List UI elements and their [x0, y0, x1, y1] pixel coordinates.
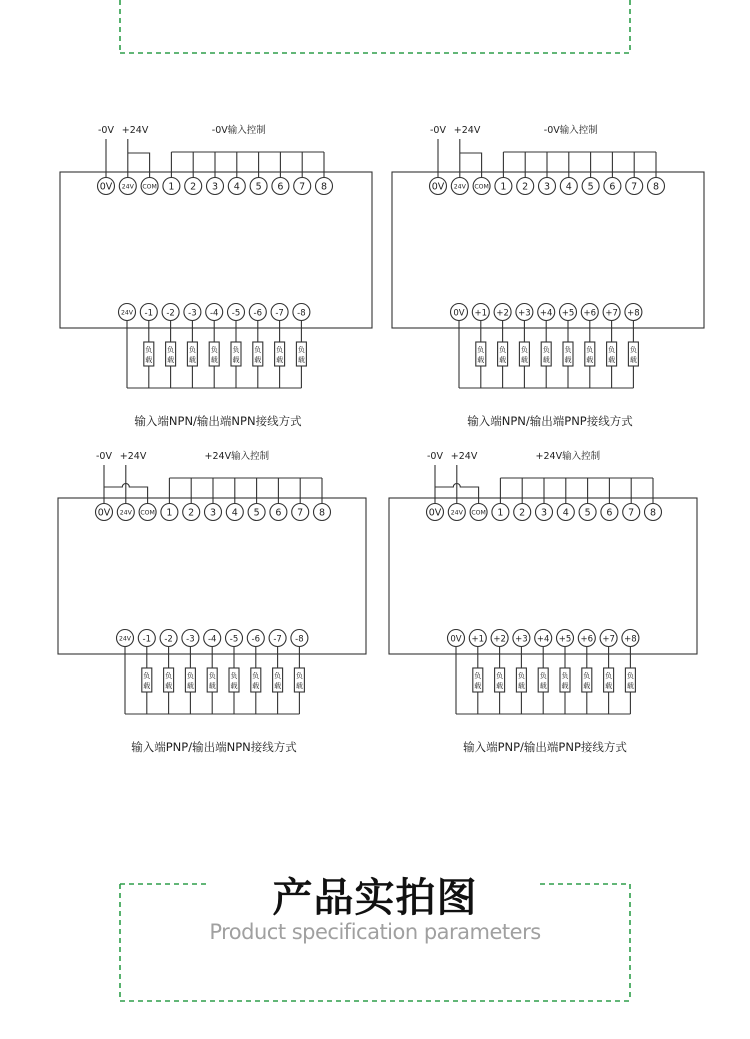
top-terminal-label: 0V	[431, 181, 445, 193]
diagram-caption: 输入端PNP/输出端NPN接线方式	[131, 740, 297, 754]
load-label: 载	[542, 356, 550, 364]
bottom-terminal-label: -5	[229, 634, 239, 645]
top-terminal-label: 5	[587, 181, 594, 193]
bottom-terminal-label: 24V	[118, 635, 132, 643]
top-terminal-label: 3	[209, 507, 217, 519]
load-label: 载	[167, 356, 175, 364]
bottom-terminal-label: -6	[253, 308, 263, 319]
load-label: 负	[605, 672, 613, 680]
top-terminal-label: 4	[233, 181, 240, 193]
top-terminal-label: 6	[275, 507, 282, 519]
load-label: 负	[626, 672, 634, 680]
top-terminal-label: 5	[255, 181, 262, 193]
wiring-diagram-1	[60, 124, 372, 428]
label-0v: -0V	[96, 451, 112, 462]
top-terminal-label: 7	[628, 507, 635, 519]
label-24v: +24V	[450, 451, 478, 462]
bottom-terminal-label: 0V	[450, 634, 462, 645]
bottom-terminal-label: -3	[186, 634, 195, 645]
top-terminal-label: COM	[140, 509, 155, 517]
top-terminal-label: 7	[297, 507, 304, 519]
load-label: 负	[539, 672, 547, 680]
load-label: 载	[145, 356, 153, 364]
bottom-terminal-label: -7	[273, 634, 282, 645]
top-terminal-label: 1	[168, 181, 175, 193]
diagram-caption: 输入端NPN/输出端PNP接线方式	[467, 414, 633, 428]
wiring-diagram-4	[389, 450, 697, 754]
top-terminal-label: 2	[188, 507, 195, 519]
bottom-terminal-label: +4	[539, 308, 553, 319]
bottom-terminal-label: +7	[602, 634, 615, 645]
load-label: 负	[499, 346, 507, 354]
load-label: 负	[474, 672, 482, 680]
load-label: 负	[230, 672, 238, 680]
top-terminal-label: 24V	[453, 183, 466, 191]
bottom-terminal-label: -2	[166, 308, 175, 319]
top-terminal-label: 8	[649, 507, 657, 519]
load-label: 负	[167, 346, 175, 354]
load-label: 载	[188, 356, 196, 364]
load-label: 负	[186, 672, 194, 680]
section-title: 产品实拍图	[272, 875, 478, 921]
label-24v: +24V	[453, 125, 481, 136]
wire-com-bridge	[460, 153, 482, 178]
top-terminal-label: 4	[231, 507, 238, 519]
bottom-terminal-label: +3	[515, 634, 528, 645]
load-label: 载	[499, 356, 507, 364]
bottom-terminal-label: +5	[558, 634, 572, 645]
load-label: 负	[188, 346, 196, 354]
load-label: 载	[276, 356, 284, 364]
load-label: 负	[252, 672, 260, 680]
bottom-terminal-label: +6	[580, 634, 594, 645]
label-input-control: -0V输入控制	[211, 125, 266, 136]
load-label: 载	[539, 682, 547, 690]
load-label: 载	[210, 356, 218, 364]
bottom-terminal-label: +2	[496, 308, 509, 319]
top-terminal-label: 6	[277, 181, 284, 193]
top-terminal-label: 0V	[99, 181, 113, 193]
load-label: 负	[143, 672, 151, 680]
bottom-terminal-label: +5	[561, 308, 575, 319]
wiring-diagram-2	[392, 124, 704, 428]
load-label: 载	[230, 682, 238, 690]
bottom-terminal-label: -1	[142, 634, 152, 645]
load-label: 载	[232, 356, 240, 364]
bottom-terminal-label: 24V	[120, 309, 134, 317]
bottom-terminal-label: 0V	[453, 308, 465, 319]
wiring-diagram-3	[58, 450, 366, 754]
top-terminal-label: 4	[562, 507, 569, 519]
diagram-caption: 输入端PNP/输出端PNP接线方式	[463, 740, 627, 754]
top-terminal-label: 1	[500, 181, 507, 193]
load-label: 载	[583, 682, 591, 690]
load-label: 负	[586, 346, 594, 354]
load-label: 载	[165, 682, 173, 690]
load-label: 负	[564, 346, 572, 354]
bottom-terminal-label: -6	[251, 634, 261, 645]
bottom-terminal-label: -1	[144, 308, 154, 319]
bottom-terminal-label: +8	[624, 634, 637, 645]
load-label: 负	[165, 672, 173, 680]
load-label: 负	[561, 672, 569, 680]
load-label: 载	[520, 356, 528, 364]
load-label: 载	[586, 356, 594, 364]
load-label: 载	[608, 356, 616, 364]
label-input-control: +24V输入控制	[204, 451, 270, 462]
load-label: 负	[517, 672, 525, 680]
top-terminal-label: COM	[471, 509, 486, 517]
bottom-terminal-label: +7	[605, 308, 618, 319]
top-terminal-label: 2	[519, 507, 526, 519]
label-0v: -0V	[98, 125, 114, 136]
top-terminal-label: 2	[190, 181, 197, 193]
label-0v: -0V	[430, 125, 446, 136]
load-label: 载	[295, 682, 303, 690]
top-terminal-label: 5	[253, 507, 260, 519]
load-label: 负	[295, 672, 303, 680]
bottom-terminal-label: +6	[583, 308, 597, 319]
top-terminal-label: 5	[584, 507, 591, 519]
top-terminal-label: 4	[565, 181, 572, 193]
load-label: 负	[210, 346, 218, 354]
load-label: 载	[517, 682, 525, 690]
top-terminal-label: 7	[299, 181, 306, 193]
load-label: 载	[274, 682, 282, 690]
bottom-terminal-label: +3	[518, 308, 531, 319]
diagram-group	[58, 124, 704, 754]
label-input-control: -0V输入控制	[543, 125, 598, 136]
bottom-terminal-label: -3	[188, 308, 197, 319]
top-terminal-label: 1	[497, 507, 504, 519]
load-label: 载	[143, 682, 151, 690]
load-label: 负	[254, 346, 262, 354]
bottom-terminal-label: -5	[231, 308, 241, 319]
load-label: 载	[629, 356, 637, 364]
load-label: 载	[477, 356, 485, 364]
load-label: 负	[274, 672, 282, 680]
bottom-terminal-label: +1	[471, 634, 485, 645]
load-label: 负	[629, 346, 637, 354]
load-label: 载	[252, 682, 260, 690]
top-terminal-label: 6	[606, 507, 613, 519]
bottom-terminal-label: -2	[164, 634, 173, 645]
label-input-control: +24V输入控制	[535, 451, 601, 462]
load-label: 负	[608, 346, 616, 354]
bottom-terminal-label: +4	[536, 634, 550, 645]
top-terminal-label: 8	[318, 507, 326, 519]
top-terminal-label: 6	[609, 181, 616, 193]
load-label: 负	[232, 346, 240, 354]
bottom-terminal-label: -4	[209, 308, 219, 319]
bottom-terminal-label: +2	[493, 634, 506, 645]
wire-com-bridge	[128, 153, 150, 178]
top-terminal-label: 24V	[121, 183, 134, 191]
load-label: 载	[254, 356, 262, 364]
load-label: 载	[605, 682, 613, 690]
load-label: 负	[496, 672, 504, 680]
top-terminal-label: COM	[474, 183, 489, 191]
label-24v: +24V	[121, 125, 149, 136]
load-label: 负	[520, 346, 528, 354]
top-terminal-label: 0V	[97, 507, 111, 519]
load-label: 载	[626, 682, 634, 690]
load-label: 负	[477, 346, 485, 354]
load-label: 负	[208, 672, 216, 680]
diagram-caption: 输入端NPN/输出端NPN接线方式	[134, 414, 302, 428]
bottom-terminal-label: -7	[275, 308, 284, 319]
bottom-terminal-label: +1	[474, 308, 488, 319]
load-label: 载	[208, 682, 216, 690]
top-terminal-label: 24V	[450, 509, 463, 517]
load-label: 载	[474, 682, 482, 690]
bottom-terminal-label: -8	[297, 308, 306, 319]
label-0v: -0V	[427, 451, 443, 462]
load-label: 负	[583, 672, 591, 680]
section-subtitle: Product specification parameters	[209, 920, 541, 944]
top-terminal-label: 3	[211, 181, 219, 193]
load-label: 载	[561, 682, 569, 690]
top-terminal-label: 7	[631, 181, 638, 193]
top-terminal-label: COM	[142, 183, 157, 191]
top-dashed-frame	[120, 0, 630, 53]
top-terminal-label: 0V	[428, 507, 442, 519]
top-terminal-label: 2	[522, 181, 529, 193]
load-label: 负	[145, 346, 153, 354]
load-label: 载	[186, 682, 194, 690]
top-terminal-label: 24V	[119, 509, 132, 517]
bottom-terminal-label: -8	[295, 634, 304, 645]
load-label: 载	[496, 682, 504, 690]
load-label: 负	[542, 346, 550, 354]
top-terminal-label: 8	[320, 181, 328, 193]
label-24v: +24V	[119, 451, 147, 462]
bottom-terminal-label: -4	[207, 634, 217, 645]
bottom-terminal-label: +8	[627, 308, 640, 319]
top-terminal-label: 3	[540, 507, 548, 519]
top-terminal-label: 1	[166, 507, 173, 519]
top-terminal-label: 8	[652, 181, 660, 193]
load-label: 负	[276, 346, 284, 354]
top-terminal-label: 3	[543, 181, 551, 193]
load-label: 负	[297, 346, 305, 354]
load-label: 载	[297, 356, 305, 364]
load-label: 载	[564, 356, 572, 364]
